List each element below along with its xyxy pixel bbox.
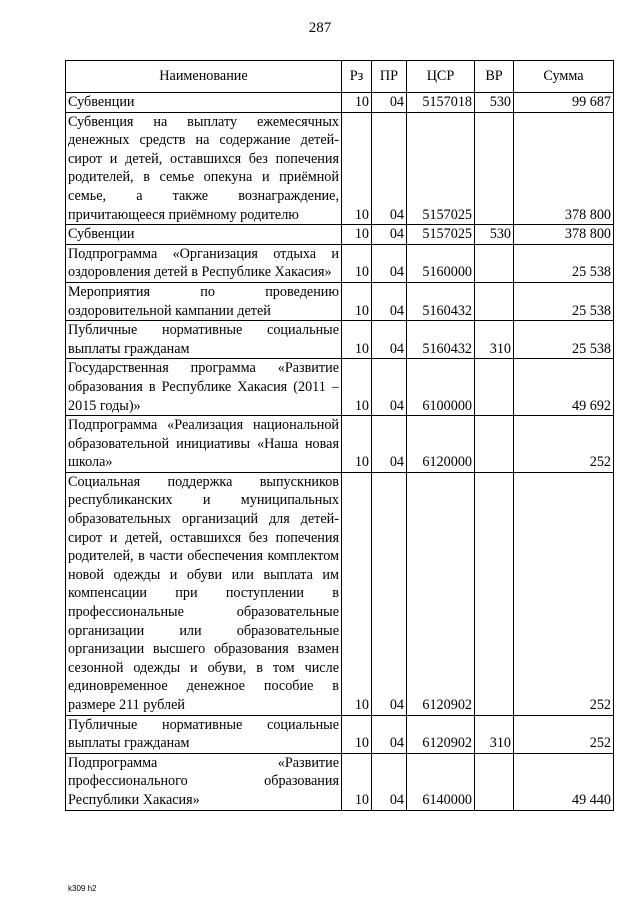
row-sum: 378 800 [514,112,614,225]
row-sum: 252 [514,715,614,753]
row-pr: 04 [372,753,407,810]
row-rz: 10 [342,282,372,320]
row-csr: 6120902 [407,472,475,715]
budget-table [65,60,614,811]
row-rz: 10 [342,715,372,753]
row-name: Мероприятия по проведению оздоровительной кампании детей [66,282,342,320]
header-sum: Сумма [514,61,614,93]
row-vr [475,416,514,473]
row-vr: 530 [475,93,514,113]
row-pr: 04 [372,282,407,320]
row-sum: 25 538 [514,282,614,320]
row-sum: 49 692 [514,359,614,416]
row-csr: 5160000 [407,244,475,282]
row-name: Субвенции [66,93,342,113]
table-row [66,715,614,753]
row-name: Субвенции [66,225,342,245]
row-vr: 310 [475,321,514,359]
row-name: Подпрограмма «Развитие профессионального образования Республики Хакасия» [66,753,342,810]
row-pr: 04 [372,416,407,473]
header-vr: ВР [475,61,514,93]
row-sum: 49 440 [514,753,614,810]
row-rz: 10 [342,93,372,113]
row-rz: 10 [342,753,372,810]
table-row [66,359,614,416]
row-sum: 252 [514,416,614,473]
table-header-row [66,61,614,93]
table-row [66,472,614,715]
row-name: Подпрограмма «Реализация национальной образовательной инициативы «Наша новая школа» [66,416,342,473]
row-vr: 530 [475,225,514,245]
row-pr: 04 [372,112,407,225]
row-name: Государственная программа «Развитие образования в Республике Хакасия (2011 – 2015 годы)» [66,359,342,416]
row-csr: 6140000 [407,753,475,810]
table-row [66,112,614,225]
row-rz: 10 [342,225,372,245]
row-name: Публичные нормативные социальные выплаты гражданам [66,715,342,753]
row-vr [475,753,514,810]
header-name: Наименование [66,61,342,93]
row-sum: 378 800 [514,225,614,245]
row-csr: 5157025 [407,112,475,225]
row-pr: 04 [372,244,407,282]
table-row [66,225,614,245]
row-pr: 04 [372,225,407,245]
row-rz: 10 [342,244,372,282]
row-csr: 5157025 [407,225,475,245]
row-vr [475,244,514,282]
row-name: Подпрограмма «Организация отдыха и оздоровления детей в Республике Хакасия» [66,244,342,282]
header-rz: Рз [342,61,372,93]
row-vr: 310 [475,715,514,753]
row-csr: 5157018 [407,93,475,113]
row-sum: 252 [514,472,614,715]
row-pr: 04 [372,472,407,715]
row-pr: 04 [372,715,407,753]
row-sum: 25 538 [514,244,614,282]
table-row [66,93,614,113]
table-row [66,244,614,282]
header-pr: ПР [372,61,407,93]
row-name: Субвенция на выплату ежемесячных денежных средств на содержание детей-сирот и детей, оставшихся без попечения родителей, в семье опекуна и приёмной семье, а также вознаграждение, причитающееся приёмному родителю [66,112,342,225]
row-csr: 5160432 [407,282,475,320]
row-rz: 10 [342,359,372,416]
header-csr: ЦСР [407,61,475,93]
row-vr [475,282,514,320]
row-vr [475,472,514,715]
row-vr [475,112,514,225]
row-csr: 6120902 [407,715,475,753]
row-pr: 04 [372,93,407,113]
row-csr: 5160432 [407,321,475,359]
row-rz: 10 [342,472,372,715]
row-pr: 04 [372,359,407,416]
page-number: 287 [308,20,332,36]
table-row [66,416,614,473]
row-name: Социальная поддержка выпускников республиканских и муниципальных образовательных организаций для детей-сирот и детей, оставшихся без попечения родителей, в части обеспечения комплектом новой одежды и обуви или выплата им компенсации при поступлении в профессиональные образовательные организации или образовательные организации высшего образования взамен сезонной одежды и обуви, в том числе единовременное денежное пособие в размере 211 рублей [66,472,342,715]
row-pr: 04 [372,321,407,359]
row-name: Публичные нормативные социальные выплаты гражданам [66,321,342,359]
row-csr: 6120000 [407,416,475,473]
row-rz: 10 [342,416,372,473]
table-row [66,321,614,359]
table-row [66,282,614,320]
row-vr [475,359,514,416]
row-csr: 6100000 [407,359,475,416]
table-row [66,753,614,810]
row-sum: 25 538 [514,321,614,359]
row-sum: 99 687 [514,93,614,113]
footer-code: k309 h2 [68,884,97,893]
row-rz: 10 [342,112,372,225]
row-rz: 10 [342,321,372,359]
